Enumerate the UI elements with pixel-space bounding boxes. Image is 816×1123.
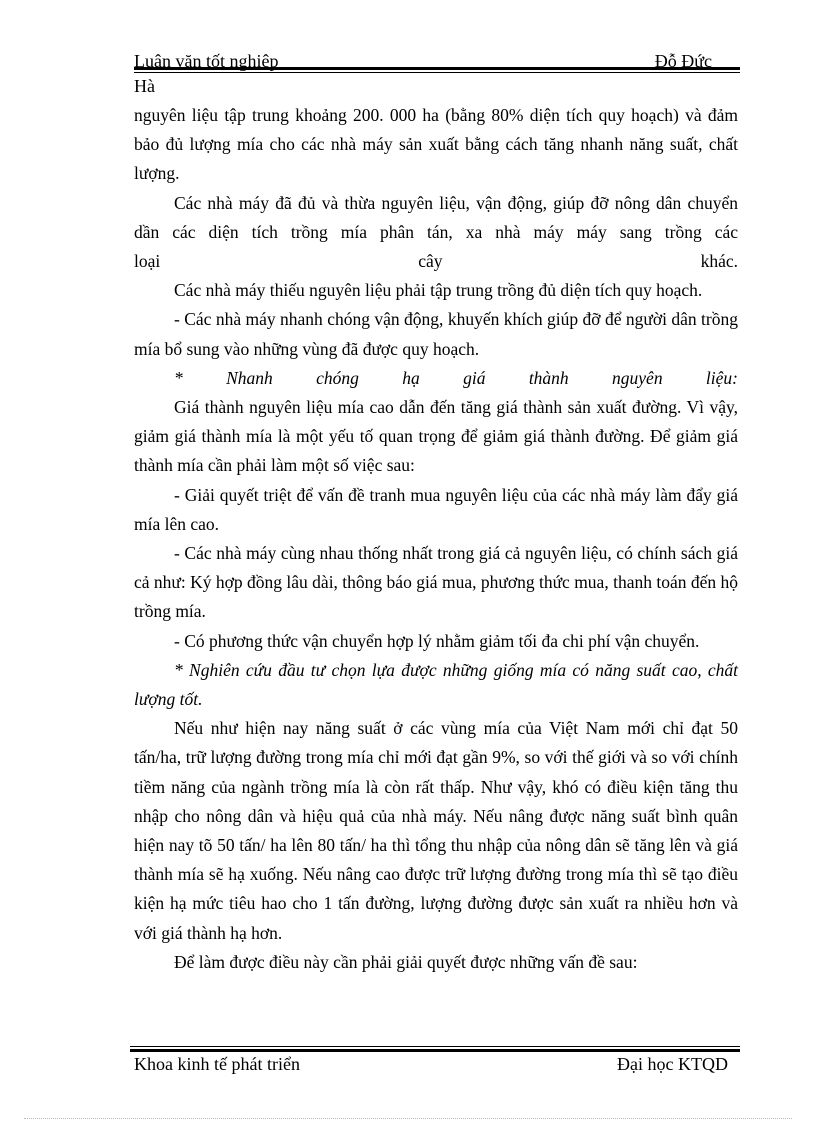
footer-university: Đại học KTQD [617, 1054, 728, 1074]
header-rule-thick [134, 67, 740, 70]
footer-rule-thin [130, 1046, 740, 1047]
paragraph-6: - Giải quyết triệt để vấn đề tranh mua nguyên liệu của các nhà máy làm đẩy giá mía lên cao. [134, 484, 738, 534]
paragraph-4: - Các nhà máy nhanh chóng vận động, khuyến khích giúp đỡ để người dân trồng mía bổ sung vào những vùng đã được quy hoạch. [134, 309, 738, 359]
footer-faculty: Khoa kinh tế phát triển [134, 1054, 300, 1074]
paragraph-10: Để làm được điều này cần phải giải quyết được những vấn đề sau: [174, 951, 638, 972]
paragraph-2-tail: loại cây khác. [134, 251, 738, 272]
header-rule-thin [134, 72, 740, 73]
paragraph-5: Giá thành nguyên liệu mía cao dẫn đến tăng giá thành sản xuất đường. Vì vậy, giảm giá thành mía là một yếu tố quan trọng để giảm giá thành đường. Để giảm giá thành mía cần phải làm một số việc sau: [134, 397, 738, 476]
body-text [134, 101, 738, 977]
paragraph-7: - Các nhà máy cùng nhau thống nhất trong giá cả nguyên liệu, có chính sách giá cả như: Ký hợp đồng lâu dài, thông báo giá mua, phương thức mua, thanh toán đến hộ trồng mía. [134, 543, 738, 622]
footer-rule-thick [130, 1049, 740, 1052]
header-author-name: Đỗ Đức [654, 51, 712, 71]
section-heading-cost: * Nhanh chóng hạ giá thành nguyên liệu: [174, 367, 738, 388]
page-break-line [24, 1118, 792, 1119]
header-thesis-label: Luận văn tốt nghiệp [134, 51, 279, 71]
paragraph-9: Nếu như hiện nay năng suất ở các vùng mía của Việt Nam mới chỉ đạt 50 tấn/ha, trữ lượng đường trong mía chỉ mới đạt gần 9%, so với thế giới và so với chính tiềm năng của ngành trồng mía là còn rất thấp. Như vậy, khó có điều kiện tăng thu nhập cho nông dân và hiệu quả của nhà máy. Nếu nâng được năng suất bình quân hiện nay tõ 50 tấn/ ha lên 80 tấn/ ha thì tổng thu nhập của nông dân sẽ tăng lên và giá thành mía sẽ hạ xuống. Nếu nâng cao được trữ lượng đường trong mía thì sẽ tạo điều kiện hạ mức tiêu hao cho 1 tấn đường, lượng đường được sản xuất ra nhiều hơn và với giá thành hạ hơn. [134, 718, 738, 943]
header-author-name-wrap: Hà [134, 76, 155, 96]
paragraph-2: Các nhà máy đã đủ và thừa nguyên liệu, vận động, giúp đỡ nông dân chuyển dần các diện tích trồng mía phân tán, xa nhà máy máy sang trồng các [134, 192, 738, 242]
page-footer [134, 1053, 728, 1077]
paragraph-3: Các nhà máy thiếu nguyên liệu phải tập trung trồng đủ diện tích quy hoạch. [174, 280, 703, 301]
section-heading-research: * Nghiên cứu đầu tư chọn lựa được những giống mía có năng suất cao, chất lượng tốt. [134, 659, 738, 710]
paragraph-1: nguyên liệu tập trung khoảng 200. 000 ha (bằng 80% diện tích quy hoạch) và đảm bảo đủ lượng mía cho các nhà máy sản xuất bằng cách tăng nhanh năng suất, chất lượng. [134, 105, 738, 184]
paragraph-8: - Có phương thức vận chuyển hợp lý nhằm giảm tối đa chi phí vận chuyển. [174, 630, 700, 651]
